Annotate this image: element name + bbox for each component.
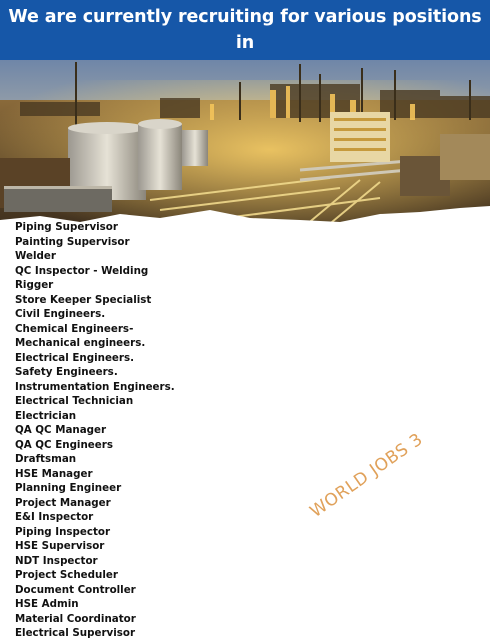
position-item: HSE Manager (15, 467, 93, 480)
position-item: Mechanical engineers. (15, 337, 146, 349)
position-item: Electrical Technician (15, 395, 134, 407)
position-item: Electrical Engineers. (15, 351, 135, 364)
refinery-illustration (0, 60, 490, 235)
position-item: HSE Supervisor (15, 540, 105, 552)
position-item: Planning Engineer (15, 482, 122, 494)
refinery-photo (0, 60, 490, 235)
position-item: Piping Supervisor (15, 221, 118, 233)
positions-list (15, 220, 175, 641)
position-item: QC Inspector - Welding (15, 264, 149, 277)
position-item: Draftsman (15, 453, 77, 465)
position-item: Project Manager (15, 496, 111, 509)
watermark-text: WORLD JOBS 3 (306, 429, 427, 522)
position-item: Material Coordinator (15, 612, 136, 625)
position-item: Piping Inspector (15, 525, 111, 538)
position-item: Project Scheduler (15, 569, 118, 581)
position-item: Electrical Supervisor (15, 627, 136, 639)
position-item: Store Keeper Specialist (15, 293, 152, 306)
position-item: Welder (15, 250, 56, 262)
position-item: QA QC Engineers (15, 438, 113, 451)
position-item: E&I Inspector (15, 511, 94, 523)
position-item: Rigger (15, 279, 54, 291)
position-item: Safety Engineers. (15, 366, 118, 378)
position-item: Painting Supervisor (15, 235, 130, 248)
position-item: Document Controller (15, 583, 136, 596)
headline-banner (0, 0, 490, 60)
headline-line-1: We are currently recruiting for various positions in (8, 7, 482, 53)
position-item: QA QC Manager (15, 424, 107, 436)
position-item: Electrician (15, 409, 77, 422)
position-item: Chemical Engineers- (15, 322, 134, 335)
position-item: HSE Admin (15, 598, 79, 610)
position-item: Civil Engineers. (15, 308, 106, 320)
position-item: NDT Inspector (15, 554, 98, 567)
position-item: Instrumentation Engineers. (15, 380, 175, 393)
